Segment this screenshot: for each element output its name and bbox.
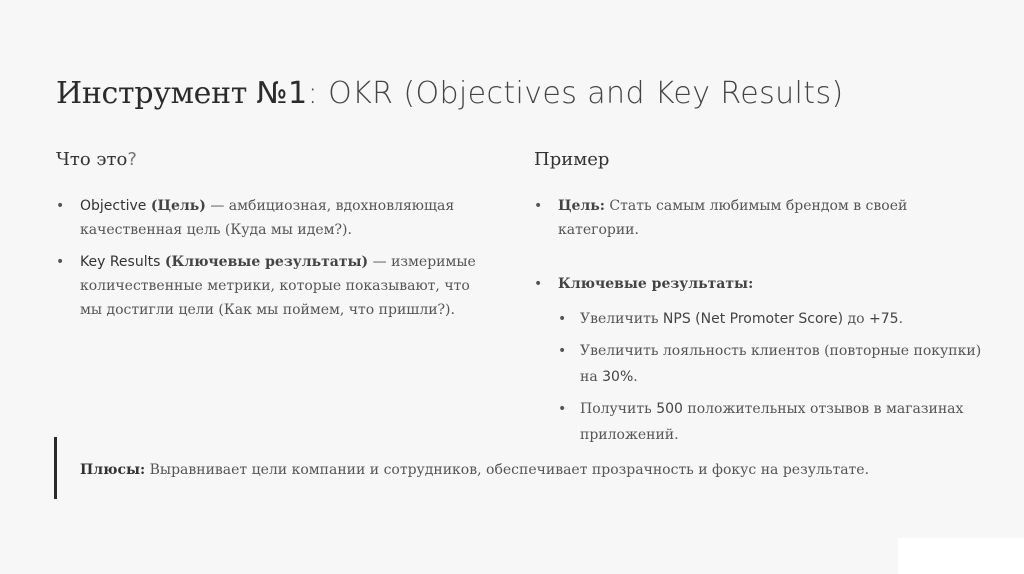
corner-patch — [898, 538, 1024, 574]
definition-item-key-results — [56, 250, 496, 322]
example-key-results — [534, 272, 984, 448]
definition-item-objective — [56, 194, 496, 242]
kr-loyalty-value: 30% — [602, 369, 634, 385]
term-key-results — [80, 254, 368, 270]
kr-nps-pre: Увеличить — [580, 311, 663, 327]
kr-nps-metric: NPS (Net Promoter Score) — [662, 311, 844, 327]
term-objective-en: Objective — [80, 198, 147, 214]
bullet-icon: • — [558, 311, 567, 327]
definition-heading — [56, 146, 496, 174]
bullet-icon: • — [558, 401, 567, 417]
pros-text: Выравнивает цели компании и сотрудников, обеспечивает прозрачность и фокус на результате. — [145, 462, 870, 478]
bullet-icon: • — [534, 198, 543, 214]
key-result-nps — [558, 306, 984, 332]
definition-list — [56, 194, 496, 322]
definition-column — [56, 146, 496, 330]
definition-key-results-text: — измеримые количественные метрики, которые показывают, что мы достигли цели (Как мы поймем, что пришли?). — [80, 254, 476, 318]
bullet-icon: • — [534, 276, 543, 292]
example-goal — [534, 194, 984, 242]
bullet-icon: • — [56, 254, 65, 270]
kr-nps-post: . — [898, 311, 904, 327]
slide-title — [56, 72, 844, 116]
definition-objective-text: — амбициозная, вдохновляющая качественная цель (Куда мы идем?). — [80, 198, 455, 238]
kr-reviews-post: положительных отзывов в магазинах приложений. — [580, 401, 964, 443]
pros-note — [80, 458, 980, 482]
bullet-icon: • — [56, 198, 65, 214]
key-result-loyalty — [558, 338, 984, 390]
kr-reviews-value: 500 — [656, 401, 683, 417]
kr-nps-value: +75 — [869, 311, 899, 327]
kr-nps-mid: до — [843, 311, 870, 327]
example-column — [534, 146, 984, 456]
pros-label: Плюсы: — [80, 462, 146, 478]
kr-loyalty-pre: Увеличить лояльность клиентов (повторные покупки) на — [580, 343, 982, 385]
title-prefix: Инструмент — [56, 76, 257, 111]
kr-reviews-pre: Получить — [580, 401, 657, 417]
bullet-icon: • — [558, 343, 567, 359]
term-objective-ru: (Цель) — [150, 198, 206, 214]
definition-heading-text: Что это — [56, 149, 128, 170]
example-list — [534, 194, 984, 448]
key-results-list — [558, 306, 984, 448]
term-objective — [80, 198, 206, 214]
title-rest: : OKR (Objectives and Key Results) — [307, 76, 844, 111]
pros-accent-bar — [54, 437, 57, 499]
example-heading: Пример — [534, 149, 610, 170]
kr-loyalty-post: . — [633, 369, 638, 385]
key-results-label: Ключевые результаты: — [558, 276, 754, 292]
term-key-results-en: Key Results — [80, 254, 161, 270]
goal-label: Цель: — [558, 198, 605, 214]
term-key-results-ru: (Ключевые результаты) — [164, 254, 369, 270]
title-number: №1 — [256, 76, 308, 111]
definition-heading-mark: ? — [127, 149, 137, 170]
goal-text: Стать самым любимым брендом в своей категории. — [558, 198, 908, 238]
key-result-reviews — [558, 396, 984, 448]
